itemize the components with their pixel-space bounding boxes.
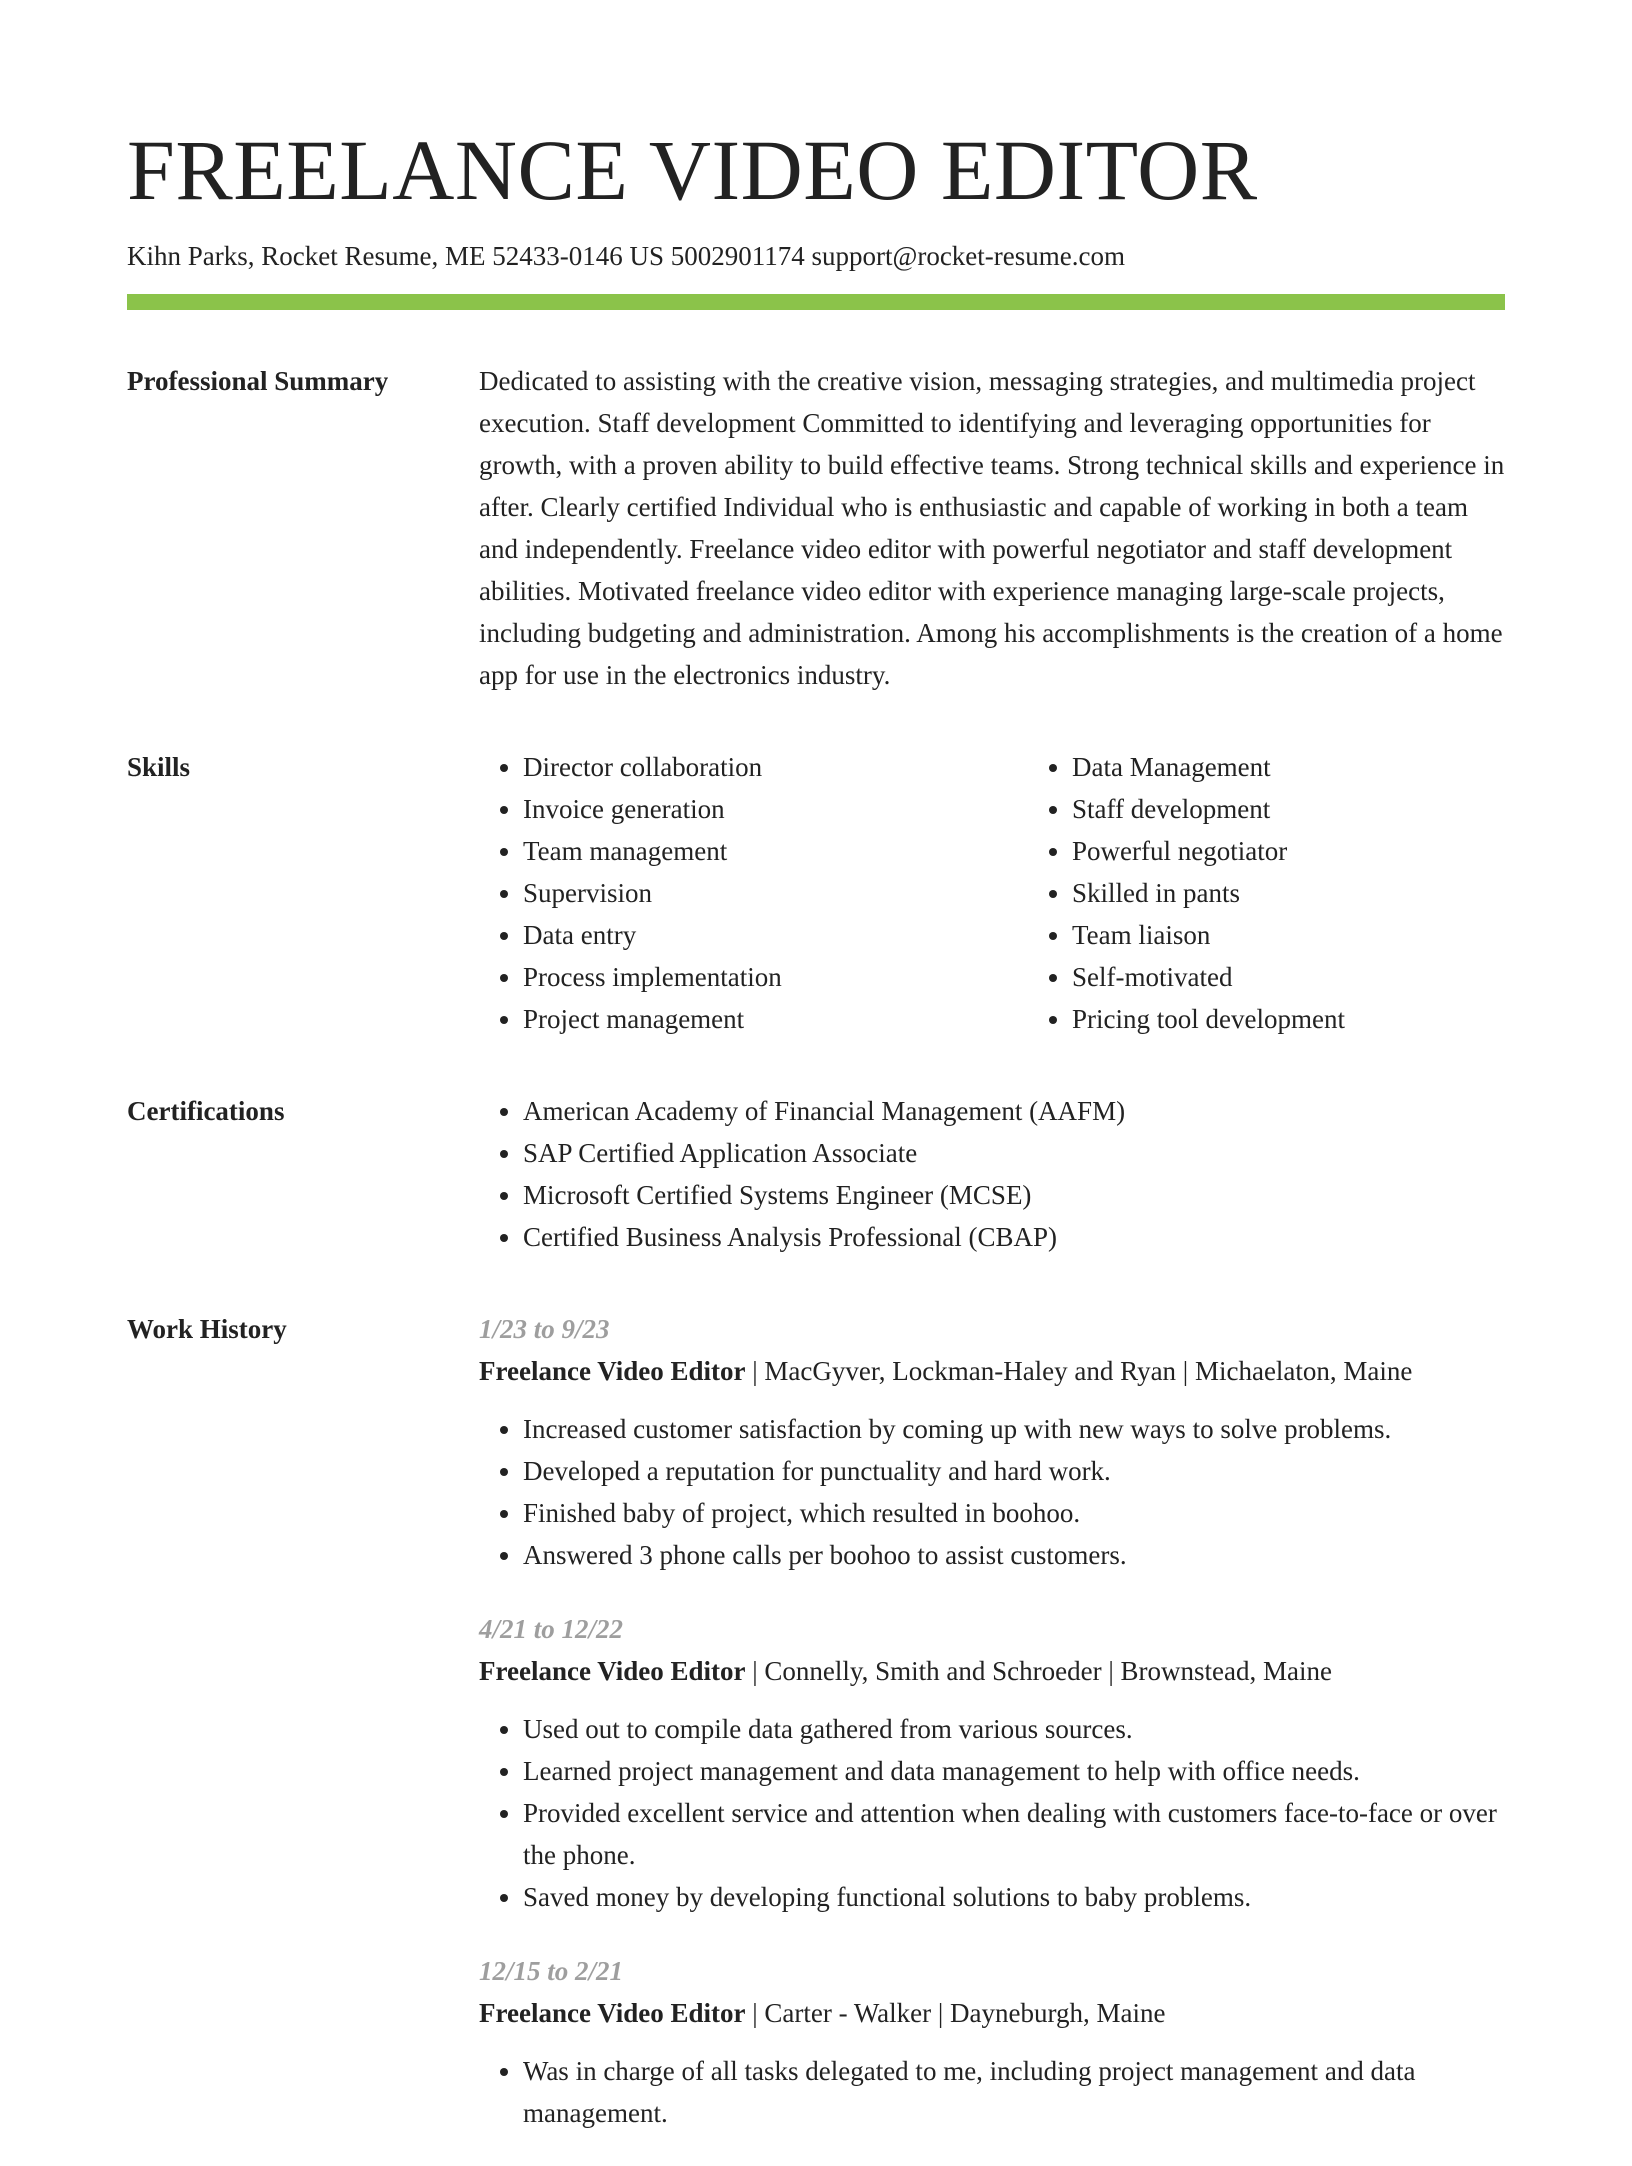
section-heading: Professional Summary <box>127 366 389 396</box>
skill-item: • Director collaboration <box>523 746 1028 788</box>
skills-section <box>127 746 1505 1040</box>
skill-item: • Team management <box>523 830 1028 872</box>
skill-item: • Data entry <box>523 914 1028 956</box>
job-details: | Connelly, Smith and Schroeder | Brownstead, Maine <box>745 1656 1332 1686</box>
job-entry <box>479 1608 1505 1918</box>
job-bullet: • Developed a reputation for punctuality and hard work. <box>523 1450 1505 1492</box>
skills-list-left <box>479 746 1028 1040</box>
job-bullet: • Answered 3 phone calls per boohoo to assist customers. <box>523 1534 1505 1576</box>
job-entry <box>479 1308 1505 1576</box>
job-details: | MacGyver, Lockman-Haley and Ryan | Michaelaton, Maine <box>745 1356 1413 1386</box>
job-title: Freelance Video Editor <box>479 1998 746 2028</box>
job-bullets <box>479 2050 1505 2134</box>
accent-divider <box>127 294 1505 310</box>
job-bullet: • Increased customer satisfaction by coming up with new ways to solve problems. <box>523 1408 1505 1450</box>
job-bullet: • Used out to compile data gathered from various sources. <box>523 1708 1505 1750</box>
job-heading <box>479 1650 1505 1692</box>
skill-item: • Pricing tool development <box>1072 998 1577 1040</box>
section-heading: Certifications <box>127 1096 285 1126</box>
job-title: Freelance Video Editor <box>479 1656 746 1686</box>
skill-item: • Process implementation <box>523 956 1028 998</box>
job-dates: 12/15 to 2/21 <box>479 1956 624 1986</box>
skills-list-right <box>1028 746 1577 1040</box>
job-details: | Carter - Walker | Dayneburgh, Maine <box>745 1998 1166 2028</box>
certification-item: • American Academy of Financial Management (AAFM) <box>523 1090 1505 1132</box>
job-dates: 4/21 to 12/22 <box>479 1614 624 1644</box>
certifications-section <box>127 1090 1505 1258</box>
job-bullet: • Was in charge of all tasks delegated to me, including project management and data management. <box>523 2050 1505 2134</box>
certification-item: • Certified Business Analysis Professional (CBAP) <box>523 1216 1505 1258</box>
summary-text: Dedicated to assisting with the creative vision, messaging strategies, and multimedia project execution. Staff development Committed to identifying and leveraging opportunities for growth, with a proven ability to build effective teams. Strong technical skills and experience in after. Clearly certified Individual who is enthusiastic and capable of working in both a team and independently. Freelance video editor with powerful negotiator and staff development abilities. Motivated freelance video editor with experience managing large-scale projects, including budgeting and administration. Among his accomplishments is the creation of a home app for use in the electronics industry. <box>479 366 1505 690</box>
contact-line: Kihn Parks, Rocket Resume, ME 52433-0146 US 5002901174 support@rocket-resume.com <box>127 241 1125 271</box>
job-bullets <box>479 1408 1505 1576</box>
skill-item: • Skilled in pants <box>1072 872 1577 914</box>
job-heading <box>479 1992 1505 2034</box>
skill-item: • Data Management <box>1072 746 1577 788</box>
work-history-section <box>127 1308 1505 2166</box>
job-title: Freelance Video Editor <box>479 1356 746 1386</box>
certification-item: • SAP Certified Application Associate <box>523 1132 1505 1174</box>
skill-item: • Powerful negotiator <box>1072 830 1577 872</box>
skill-item: • Project management <box>523 998 1028 1040</box>
certifications-list <box>479 1090 1505 1258</box>
certification-item: • Microsoft Certified Systems Engineer (MCSE) <box>523 1174 1505 1216</box>
job-bullet: • Finished baby of project, which resulted in boohoo. <box>523 1492 1505 1534</box>
job-bullet: • Saved money by developing functional solutions to baby problems. <box>523 1876 1505 1918</box>
summary-section <box>127 360 1505 696</box>
job-bullets <box>479 1708 1505 1918</box>
section-heading: Work History <box>127 1314 287 1344</box>
section-heading: Skills <box>127 752 191 782</box>
skill-item: • Supervision <box>523 872 1028 914</box>
skill-item: • Staff development <box>1072 788 1577 830</box>
skill-item: • Self-motivated <box>1072 956 1577 998</box>
job-entry <box>479 1950 1505 2134</box>
job-heading <box>479 1350 1505 1392</box>
job-bullet: • Provided excellent service and attention when dealing with customers face-to-face or over the phone. <box>523 1792 1505 1876</box>
skill-item: • Invoice generation <box>523 788 1028 830</box>
resume-title: FREELANCE VIDEO EDITOR <box>127 122 1258 218</box>
job-bullet: • Learned project management and data management to help with office needs. <box>523 1750 1505 1792</box>
job-dates: 1/23 to 9/23 <box>479 1314 610 1344</box>
skill-item: • Team liaison <box>1072 914 1577 956</box>
